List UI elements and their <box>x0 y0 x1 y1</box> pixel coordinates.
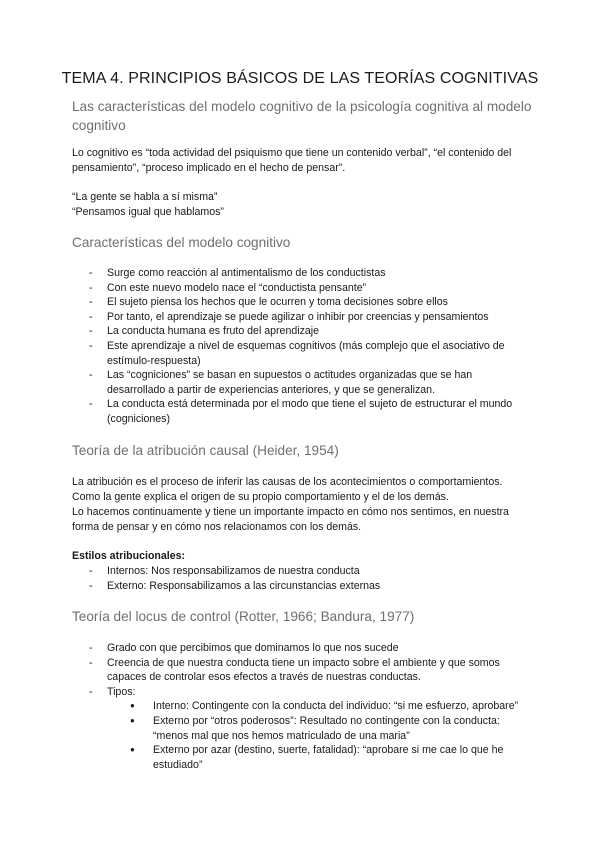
list-item: - Este aprendizaje a nivel de esquemas cognitivos (más complejo que el asociativo de estímulo-respuesta) <box>72 339 528 368</box>
list-item: - Internos: Nos responsabilizamos de nuestra conducta <box>72 564 528 579</box>
list-item <box>72 685 528 773</box>
paragraph: La atribución es el proceso de inferir las causas de los acontecimientos o comportamientos. <box>72 476 503 488</box>
list-item: - La conducta está determinada por el modo que tiene el sujeto de estructurar el mundo (cogniciones) <box>72 397 528 426</box>
styles-label: Estilos atribucionales: <box>72 550 186 562</box>
list-item: ● Interno: Contingente con la conducta del individuo: “si me esfuerzo, aprobare” <box>72 699 528 714</box>
paragraph: Como la gente explica el origen de su propio comportamiento y el de los demás. <box>72 491 449 503</box>
locus-list <box>72 641 528 772</box>
list-item: - La conducta humana es fruto del aprendizaje <box>72 324 528 339</box>
section-heading-characteristics: Características del modelo cognitivo <box>72 235 291 250</box>
quote-line: “Pensamos igual que hablamos” <box>72 206 224 218</box>
list-item: - El sujeto piensa los hechos que le ocurren y toma decisiones sobre ellos <box>72 295 528 310</box>
section-heading-locus: Teoría del locus de control (Rotter, 1966; Bandura, 1977) <box>72 609 415 624</box>
list-item: - Creencia de que nuestra conducta tiene un impacto sobre el ambiente y que somos capaces de controlar esos efectos a través de nuestras conductas. <box>72 656 528 685</box>
list-item: - Grado con que percibimos que dominamos lo que nos sucede <box>72 641 528 656</box>
section-heading-attribution: Teoría de la atribución causal (Heider, 1954) <box>72 443 339 458</box>
subtitle-heading: Las características del modelo cognitivo de la psicología cognitiva al modelo cognitivo <box>72 99 532 133</box>
list-item: ● Externo por “otros poderosos”: Resultado no contingente con la conducta: “menos mal que nos hemos matriculado de una maria” <box>72 714 528 743</box>
characteristics-list <box>72 266 528 427</box>
document-title: TEMA 4. PRINCIPIOS BÁSICOS DE LAS TEORÍAS COGNITIVAS <box>61 70 539 87</box>
locus-types-list <box>107 699 528 772</box>
list-item: - Las “cogniciones” se basan en supuestos o actitudes organizadas que se han desarrollado a partir de experiencias anteriores, y que se generalizan. <box>72 368 528 397</box>
paragraph: Lo hacemos continuamente y tiene un importante impacto en cómo nos sentimos, en nuestra forma de pensar y en cómo nos relacionamos con los demás. <box>72 506 509 533</box>
list-item: - Con este nuevo modelo nace el “conductista pensante” <box>72 281 528 296</box>
attribution-styles-list <box>72 564 528 593</box>
list-item: - Surge como reacción al antimentalismo de los conductistas <box>72 266 528 281</box>
list-item: - Externo: Responsabilizamos a las circunstancias externas <box>72 579 528 594</box>
list-item-label: Tipos: <box>107 685 136 698</box>
intro-paragraph: Lo cognitivo es “toda actividad del psiquismo que tiene un contenido verbal”, “el contenido del pensamiento”, “proceso implicado en el hecho de pensar”. <box>72 147 512 174</box>
quote-line: “La gente se habla a sí misma” <box>72 191 218 203</box>
list-item: - Por tanto, el aprendizaje se puede agilizar o inhibir por creencias y pensamientos <box>72 310 528 325</box>
list-item: ● Externo por azar (destino, suerte, fatalidad): “aprobare si me cae lo que he estudiado” <box>72 743 528 772</box>
